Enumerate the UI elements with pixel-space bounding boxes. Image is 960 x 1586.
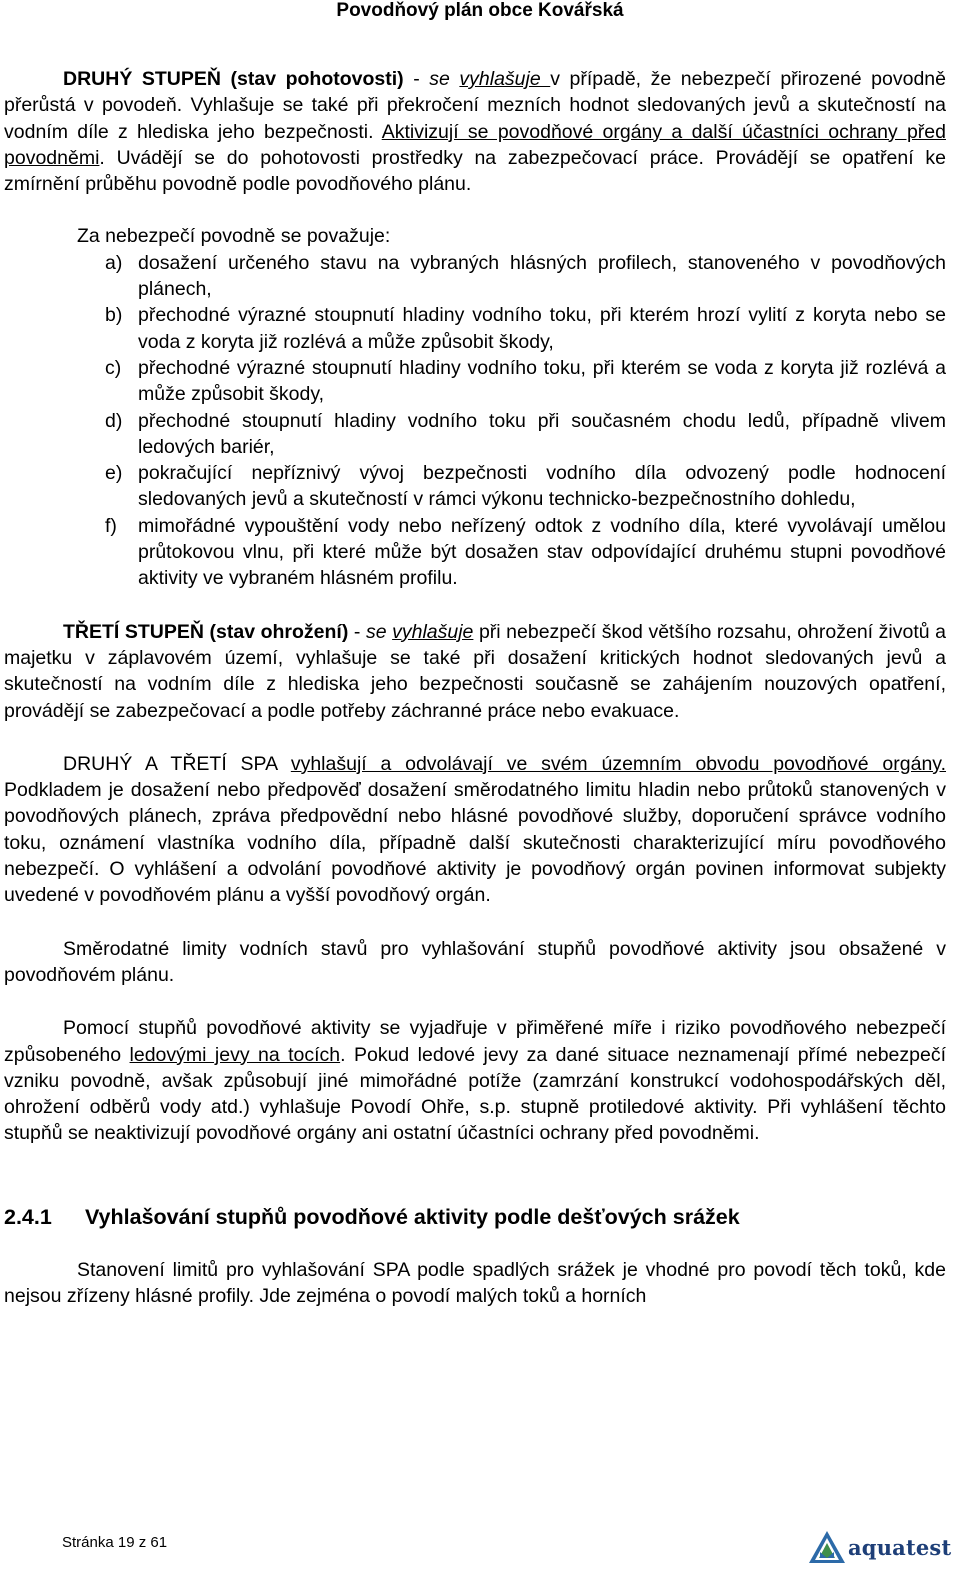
logo-text: aquatest [848, 1534, 952, 1560]
document-header [0, 0, 960, 22]
list-item: b) přechodné výrazné stoupnutí hladiny vodního toku, při kterém hrozí vylití z koryta nebo se voda z koryta již rozlévá a může způsobit škody, [105, 304, 946, 353]
section-title: Vyhlašování stupňů povodňové aktivity podle dešťových srážek [85, 1204, 740, 1229]
ice-paragraph: Pomocí stupňů povodňové aktivity se vyjadřuje v přiměřené míře i riziko povodňového nebezpečí způsobeného ledovými jevy na tocích. Pokud ledové jevy za dané situace neznamenají přímé nebezpečí vzniku povodně, avšak způsobují jiné mimořádné potíže (zamrzání konstrukcí vodohospodářských děl, ohrožení odběrů vody atd.) vyhlašuje Povodí Ohře, s.p. stupně protiledové aktivity. Při vyhlášení těchto stupňů se neaktivizují povodňové orgány ani ostatní účastníci ochrany před povodněmi. [4, 1017, 946, 1145]
limits-paragraph: Směrodatné limity vodních stavů pro vyhlašování stupňů povodňové aktivity jsou obsažené v povodňovém plánu. [4, 937, 946, 986]
page-number: Stránka 19 z 61 [62, 1534, 168, 1551]
second-stage-underlined: Aktivizují se povodňové orgány a další účastníci ochrany před povodněmi [4, 120, 946, 169]
ice-underlined: ledovými jevy na tocích [129, 1043, 341, 1066]
spa-paragraph: DRUHÝ A TŘETÍ SPA vyhlašují a odvolávají ve svém územním obvodu povodňové orgány. Podkladem je dosažení nebo předpověď dosažení směrodatného limitu hladin nebo průtoků stanovených v povodňových plánech, zpráva předpovědní nebo hlásné povodňové služby, doporučení správce vodního toku, oznámení vlastníka vodního díla, případně další skutečnosti charakterizující míru povodňového nebezpečí. O vyhlášení a odvolání povodňové aktivity je povodňový orgán povinen informovat subjekty uvedené v povodňovém plánu a vyšší povodňový orgán. [4, 752, 947, 907]
list-item: c) přechodné výrazné stoupnutí hladiny vodního toku, při kterém se voda z koryta již rozlévá a může způsobit škody, [105, 356, 946, 406]
rain-paragraph: Stanovení limitů pro vyhlašování SPA podle spadlých srážek je vhodné pro povodí těch toků, kde nejsou zřízeny hlásné profily. Jde zejména o povodí malých toků a horních [4, 1258, 946, 1307]
list-item: a) dosažení určeného stavu na vybraných hlásných profilech, stanoveného v povodňových plánech, [105, 251, 946, 301]
danger-list [105, 250, 946, 592]
section-heading [4, 1203, 946, 1231]
second-stage-title: DRUHÝ STUPEŇ (stav pohotovosti) [63, 68, 404, 90]
third-stage-declare: vyhlašuje [392, 620, 474, 643]
danger-intro: Za nebezpečí povodně se považuje: [77, 225, 391, 248]
third-stage-title: TŘETÍ STUPEŇ (stav ohrožení) [63, 620, 349, 643]
second-stage-paragraph: DRUHÝ STUPEŇ (stav pohotovosti) - se vyhlašuje v případě, že nebezpečí přirozené povodně přerůstá v povodeň. Vyhlašuje se také při překročení mezních hodnot sledovaných jevů a skutečností na vodním díle z hlediska jeho bezpečnosti. Aktivizují se povodňové orgány a další účastníci ochrany před povodněmi. Uvádějí se do pohotovosti prostředky na zabezpečovací práce. Provádějí se opatření ke zmírnění průběhu povodně podle povodňového plánu. [4, 68, 946, 196]
third-stage-paragraph: TŘETÍ STUPEŇ (stav ohrožení) - se vyhlašuje při nebezpečí škod většího rozsahu, ohrožení životů a majetku v záplavovém území, vyhlašuje se také při dosažení kritických hodnot sledovaných jevů a skutečností na vodním díle z hlediska jeho bezpečnosti současně se zahájením nouzových opatření, provádějí se zabezpečovací a podle potřeby záchranné práce nebo evakuace. [4, 620, 946, 722]
triangle-logo-icon [808, 1530, 846, 1564]
aquatest-logo [808, 1530, 951, 1564]
second-stage-declare: vyhlašuje [459, 68, 551, 90]
document-body [4, 66, 946, 1309]
section-number: 2.4.1 [4, 1204, 52, 1229]
spa-underlined: vyhlašují a odvolávají ve svém územním obvodu povodňové orgány. [290, 752, 947, 775]
list-item: e) pokračující nepříznivý vývoj bezpečnosti vodního díla odvozený podle hodnocení sledovaných jevů a skutečností v rámci výkonu technicko-bezpečnostního dohledu, [105, 462, 946, 511]
list-item: d) přechodné stoupnutí hladiny vodního toku při současném chodu ledů, případně vlivem ledových bariér, [105, 409, 946, 458]
list-item: f) mimořádné vypouštění vody nebo neřízený odtok z vodního díla, které vyvolávají umělou průtokovou vlnu, při které může být dosažen stav odpovídající druhému stupni povodňové aktivity ve vybraném hlásném profilu. [105, 514, 946, 590]
header-title: Povodňový plán obce Kovářská [336, 0, 624, 21]
